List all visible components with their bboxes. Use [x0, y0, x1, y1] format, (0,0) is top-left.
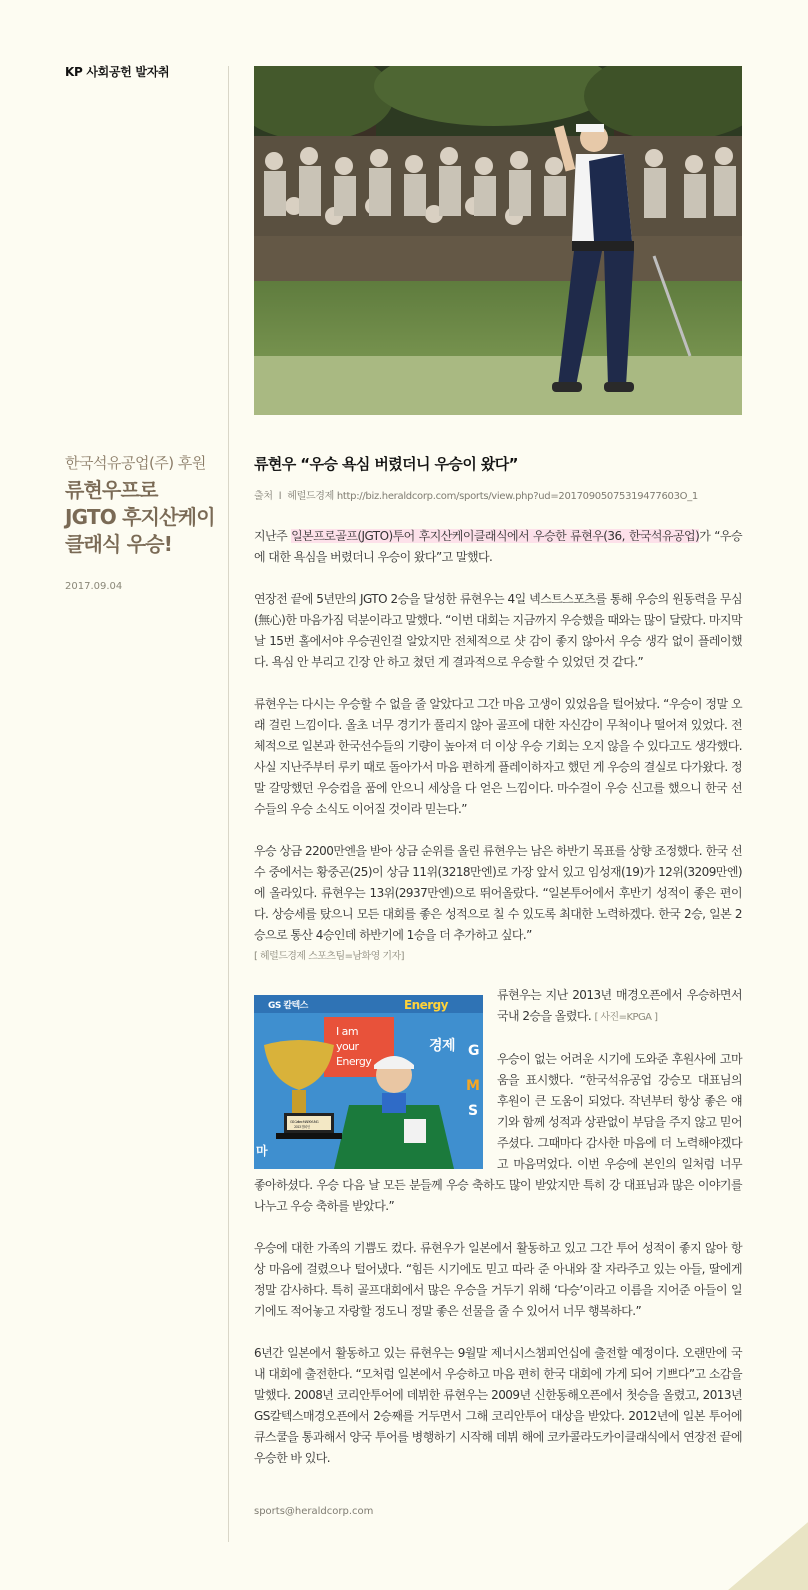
- sponsor-logo-text: GS 칼텍스: [268, 1001, 308, 1011]
- headline-line: JGTO 후지산케이: [65, 505, 215, 529]
- paragraph: 우승에 대한 가족의 기쁨도 컸다. 류현우가 일본에서 활동하고 있고 그간 투어 성적이 좋지 않아 항상 마음에 걸렸으나 털어냈다. “힘든 시기에도 믿고 따라 준 아내와 잘 자라주고 있는 아들, 딸에게 정말 감사하다. 특히 골프대회에서 많은 우승을 거두기 위해 ‘다승’이라고 이름을 지어준 아들이 일기에도 적어놓고 자랑할 정도니 정말 좋은 선물을 줄 수 있어서 너무 행복하다.”: [254, 1241, 742, 1318]
- sponsor-label: 한국석유공업(주) 후원: [65, 454, 206, 472]
- energy-text: Energy: [404, 998, 448, 1012]
- paragraph: 우승 상금 2200만엔을 받아 상금 순위를 올린 류현우는 남은 하반기 목표를 상향 조정했다. 한국 선수 중에서는 황중곤(25)이 상금 11위(3218만엔)로 가장 앞서 있고 임성재(19)가 12위(3209만엔)에 올라있다. 류현우는 13위(2937만엔)으로 뛰어올랐다. “일본투어에서 후반기 성적이 좋은 편이다. 상승세를 탔으니 모든 대회를 좋은 성적으로 칠 수 있도록 최대한 노력하겠다. 한국 2승, 일본 2승으로 통산 4승인데 하반기에 1승을 더 추가하고 싶다.”: [254, 844, 742, 942]
- vertical-divider: [228, 66, 229, 1542]
- paragraph: [254, 526, 742, 568]
- source-separator: l: [278, 491, 282, 502]
- highlighted-text: 일본프로골프(JGTO)투어 후지산케이클래식에서 우승한 류현우(36, 한국석유공업): [291, 529, 700, 543]
- reporter-credit: [ 헤럴드경제 스포츠팀=남화영 기자]: [254, 951, 404, 962]
- ma-text: 마: [256, 1144, 268, 1158]
- p1-post: 가 “우승에 대한 욕심을 버렸더니 우승이 왔다”고 말했다.: [254, 529, 742, 564]
- article-body: [254, 526, 742, 1490]
- caption-text: 류현우는 지난 2013년 매경오픈에서 우승하면서 국내 2승을 올렸다.: [497, 988, 742, 1023]
- section-label: KP 사회공헌 발자취: [65, 65, 170, 79]
- paragraph: 우승이 없는 어려운 시기에 도와준 후원사에 고마움을 표시했다. “한국석유공업 강승모 대표님의 후원이 큰 도움이 되었다. 작년부터 항상 좋은 얘기와 함께 성적과 상관없이 부담을 주지 않고 믿어주셨다. 그때마다 감사한 마음에 더 노력해야겠다고 마음먹었다. 이번 우승에 본인의 일처럼 너무 좋아하셨다. 우승 다음 날 모든 분들께 우승 축하도 많이 받았지만 특히 강 대표님과 많은 이야기를 나누고 우승 축하를 받았다.”: [254, 1052, 742, 1213]
- photo-credit: [ 사진=KPGA ]: [594, 1012, 658, 1023]
- source-label: 출처: [254, 491, 273, 502]
- gyeong-text: 경제: [429, 1038, 455, 1054]
- p1-pre: 지난주: [254, 529, 292, 543]
- hero-photo: [254, 66, 742, 415]
- plaque-sub-text: 2013 챔피언: [294, 1125, 310, 1129]
- m-letter: M: [466, 1078, 480, 1094]
- paragraph: 류현우는 다시는 우승할 수 없을 줄 알았다고 그간 마음 고생이 있었음을 털어놨다. “우승이 정말 오래 걸린 느낌이다. 올초 너무 경기가 풀리지 않아 골프에 대한 자신감이 무척이나 떨어져 있었다. 전체적으로 일본과 한국선수들의 기량이 높아져 더 이상 우승 기회는 오지 않을 수 있다고도 생각했다. 사실 지난주부터 루키 때로 돌아가서 마음 편하게 플레이하자고 했던 게 우승의 결실로 다가왔다. 정말 갈망했던 우승컵을 품에 안으니 세상을 다 얻은 느낌이다. 마수걸이 우승 신고를 했으니 한국 선수들의 우승 소식도 이어질 것이라 믿는다.”: [254, 697, 742, 816]
- i-am-text: I am: [336, 1025, 358, 1038]
- headline-line: 류현우프로: [65, 478, 158, 502]
- page-corner-fold: [728, 1522, 808, 1590]
- energy2-text: Energy: [336, 1055, 372, 1068]
- award-photo: [254, 995, 483, 1169]
- s-letter: S: [468, 1103, 478, 1119]
- article-source: [254, 487, 698, 502]
- sidebar-headline: [65, 477, 225, 558]
- paragraph: 연장전 끝에 5년만의 JGTO 2승을 달성한 류현우는 4일 넥스트스포츠를 통해 우승의 원동력을 무심(無心)한 마음가짐 덕분이라고 말했다. “이번 대회는 지금까지 우승했을 때와는 많이 달랐다. 마지막날 15번 홀에서야 우승권인걸 알았지만 전체적으로 샷 감이 좋지 않아서 우승 생각 없이 플레이했다. 욕심 안 부리고 긴장 안 하고 쳤던 게 결과적으로 우승할 수 있었던 것 같다.”: [254, 592, 742, 669]
- g-letter: G: [468, 1043, 479, 1059]
- paragraph: 6년간 일본에서 활동하고 있는 류현우는 9월말 제너시스챔피언십에 출전할 예정이다. 오랜만에 국내 대회에 출전한다. “모처럼 일본에서 우승하고 마음 편히 한국 대회에 가게 되어 기쁘다”고 소감을 말했다. 2008년 코리안투어에 데뷔한 류현우는 2009년 신한동해오픈에서 첫승을 올렸고, 2013년 GS칼텍스매경오픈에서 2승째를 거두면서 그해 코리안투어 대상을 받았다. 2012년에 일본 투어에 큐스쿨을 통과해서 양국 투어를 병행하기 시작해 데뷔 해에 코카콜라도카이클래식에서 연장전 끝에 우승한 바 있다.: [254, 1346, 742, 1465]
- article-title: 류현우 “우승 욕심 버렸더니 우승이 왔다”: [254, 455, 518, 473]
- source-link[interactable]: 헤럴드경제 http://biz.heraldcorp.com/sports/view.php?ud=20170905075319477603O_1: [287, 491, 698, 502]
- your-text: your: [336, 1040, 359, 1053]
- headline-line: 클래식 우승!: [65, 532, 173, 556]
- contact-email[interactable]: sports@heraldcorp.com: [254, 1506, 374, 1517]
- post-date: 2017.09.04: [65, 581, 123, 592]
- plaque-text: GS Caltex MAEKYUNG: [290, 1120, 319, 1124]
